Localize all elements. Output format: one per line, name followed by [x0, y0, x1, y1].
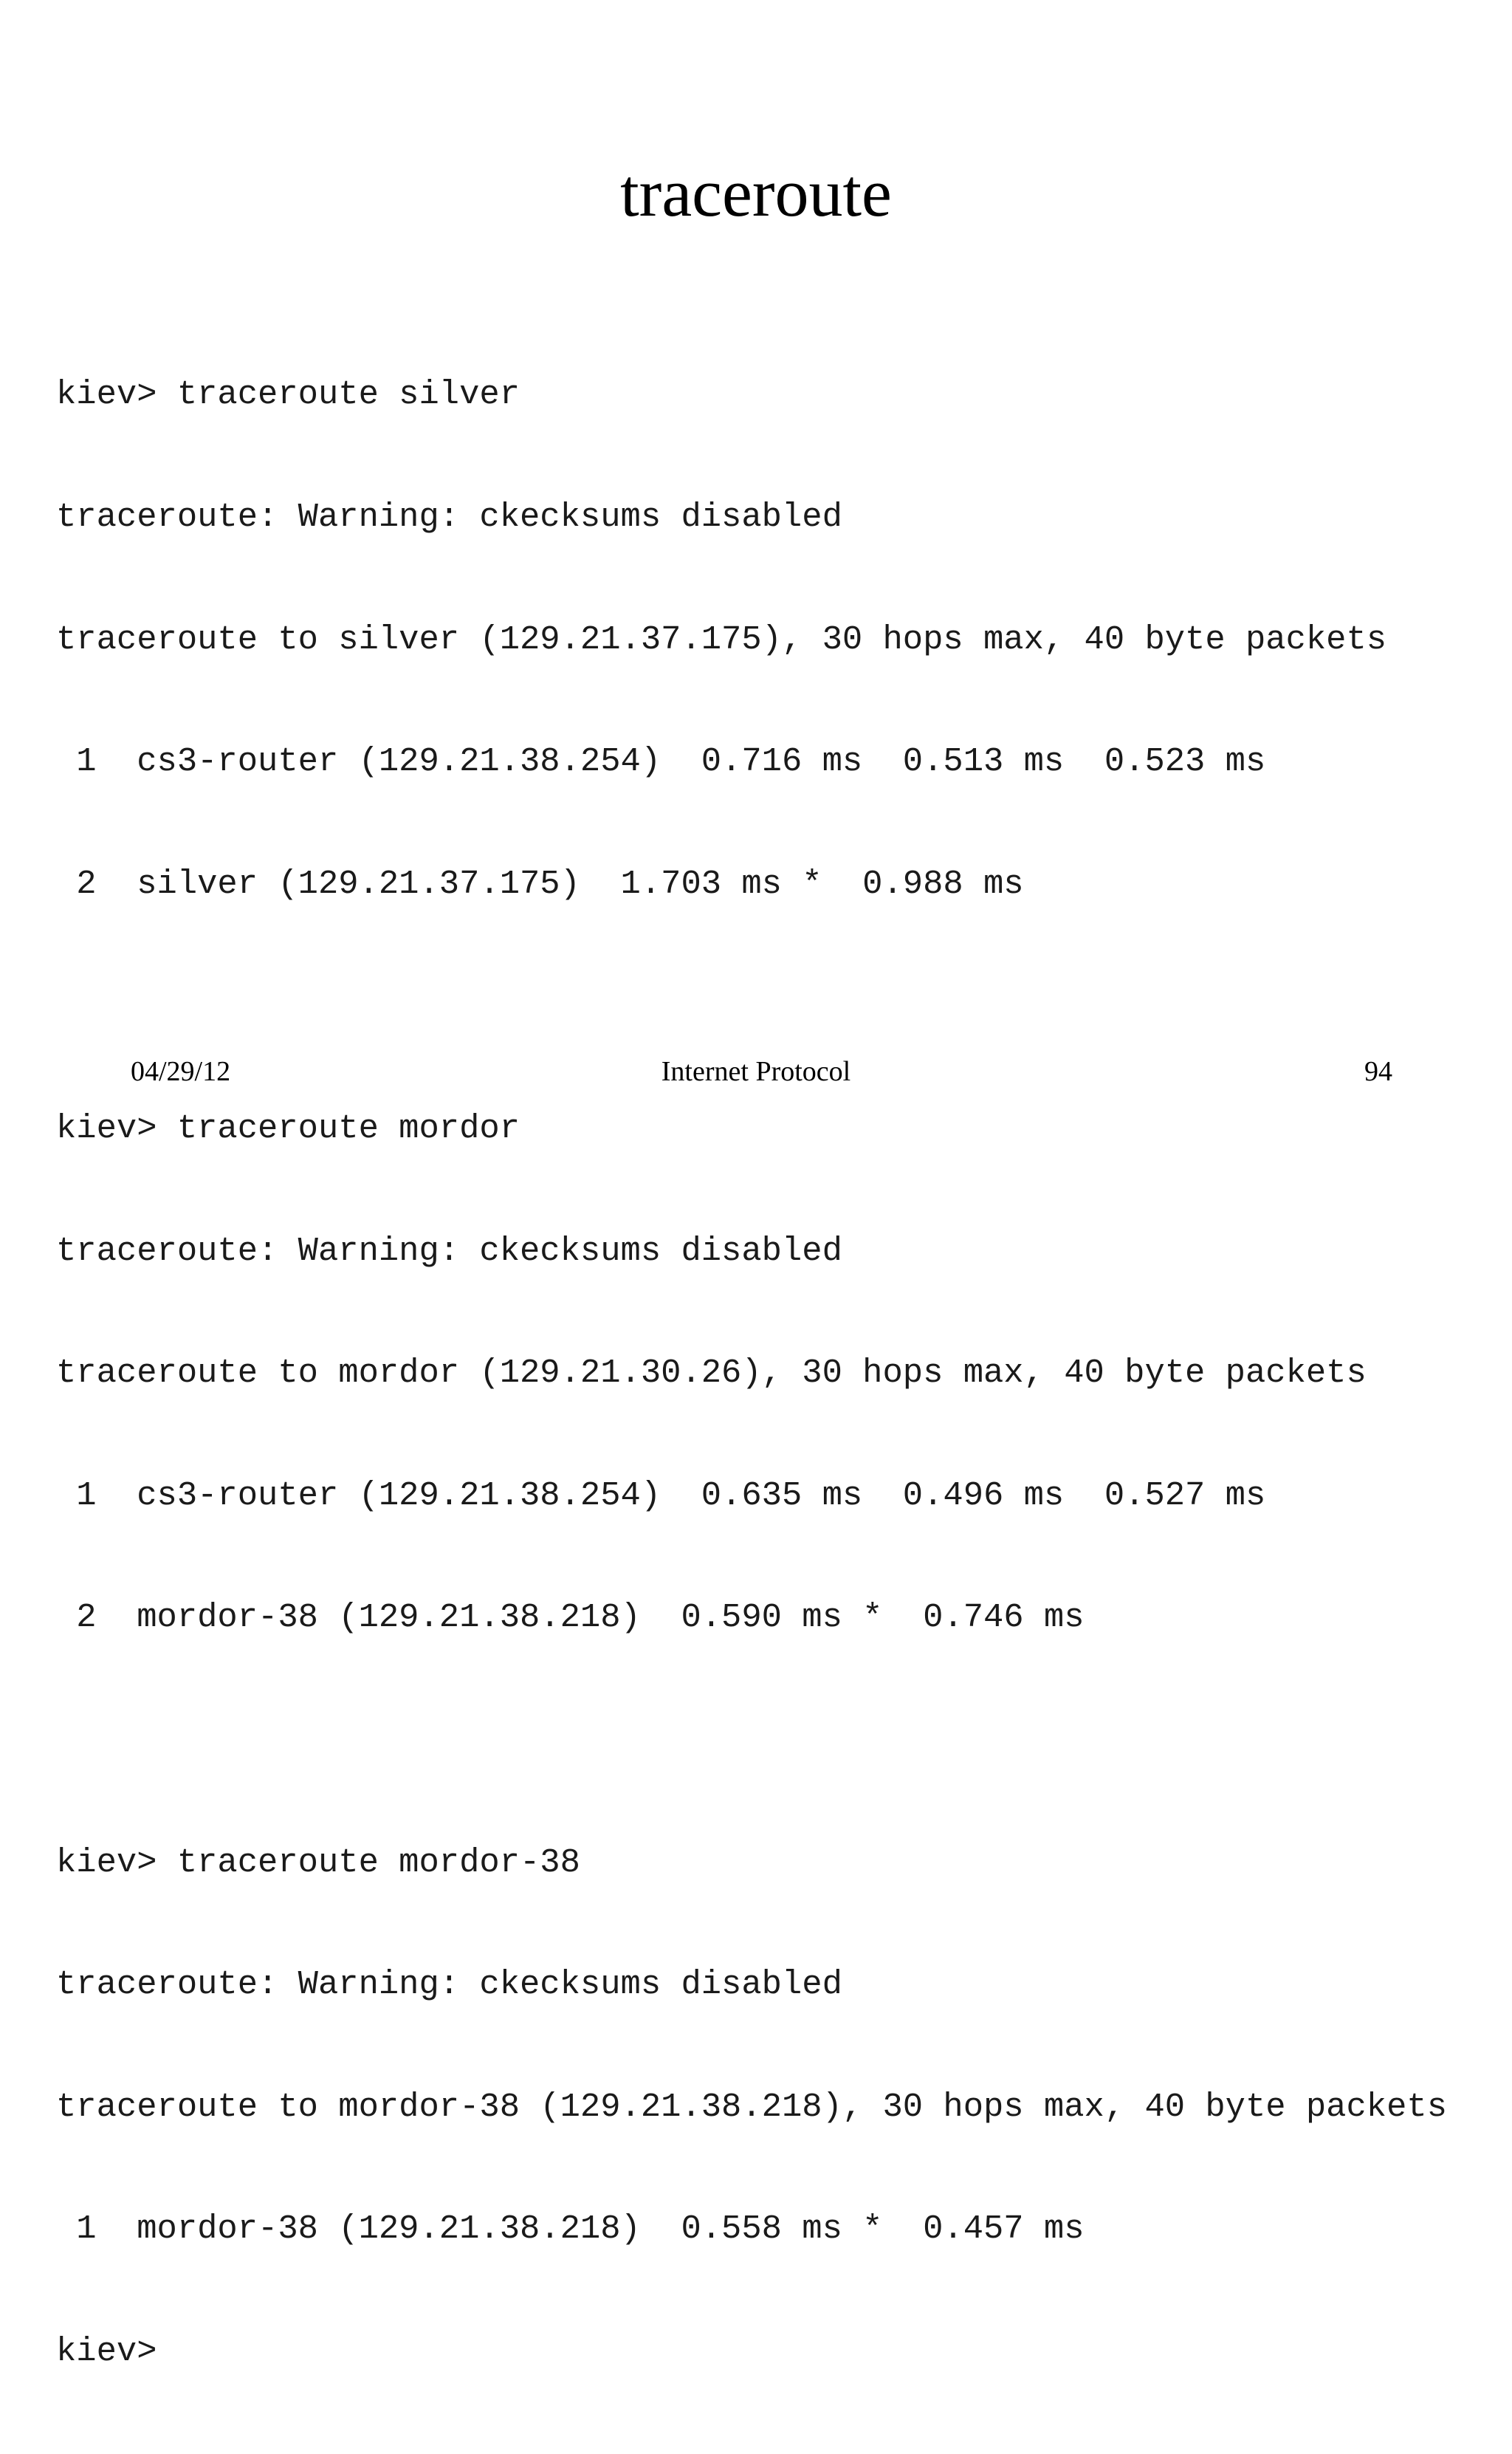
terminal-line: kiev>	[56, 2331, 157, 2371]
terminal-line: traceroute: Warning: ckecksums disabled	[56, 498, 842, 536]
slide-title: traceroute	[620, 155, 892, 230]
terminal-line: traceroute to silver (129.21.37.175), 30 hops max, 40 byte packets	[56, 620, 1387, 659]
terminal-line: traceroute: Warning: ckecksums disabled	[56, 1965, 842, 2004]
terminal-line: kiev> traceroute mordor	[56, 1108, 520, 1148]
terminal-line	[56, 986, 1447, 1027]
terminal-line: 1 cs3-router (129.21.38.254) 0.716 ms 0.513 ms 0.523 ms	[56, 742, 1266, 781]
terminal-output	[56, 293, 1447, 2454]
terminal-line: 2 silver (129.21.37.175) 1.703 ms * 0.988 ms	[56, 864, 1024, 903]
terminal-line: traceroute to mordor-38 (129.21.38.218), 30 hops max, 40 byte packets	[56, 2087, 1448, 2126]
terminal-line: kiev> traceroute mordor-38	[56, 1843, 580, 1882]
terminal-line	[56, 1720, 1447, 1761]
footer-date: 04/29/12	[131, 1056, 231, 1087]
page-number: 94	[1364, 1056, 1392, 1087]
terminal-line: 2 mordor-38 (129.21.38.218) 0.590 ms * 0.746 ms	[56, 1598, 1085, 1637]
terminal-line: traceroute: Warning: ckecksums disabled	[56, 1231, 842, 1270]
terminal-line: 1 mordor-38 (129.21.38.218) 0.558 ms * 0.457 ms	[56, 2210, 1085, 2249]
terminal-line: 1 cs3-router (129.21.38.254) 0.635 ms 0.496 ms 0.527 ms	[56, 1476, 1266, 1515]
footer-title: Internet Protocol	[661, 1056, 851, 1087]
terminal-line: traceroute to mordor (129.21.30.26), 30 hops max, 40 byte packets	[56, 1354, 1367, 1393]
terminal-line: kiev> traceroute silver	[56, 375, 520, 414]
